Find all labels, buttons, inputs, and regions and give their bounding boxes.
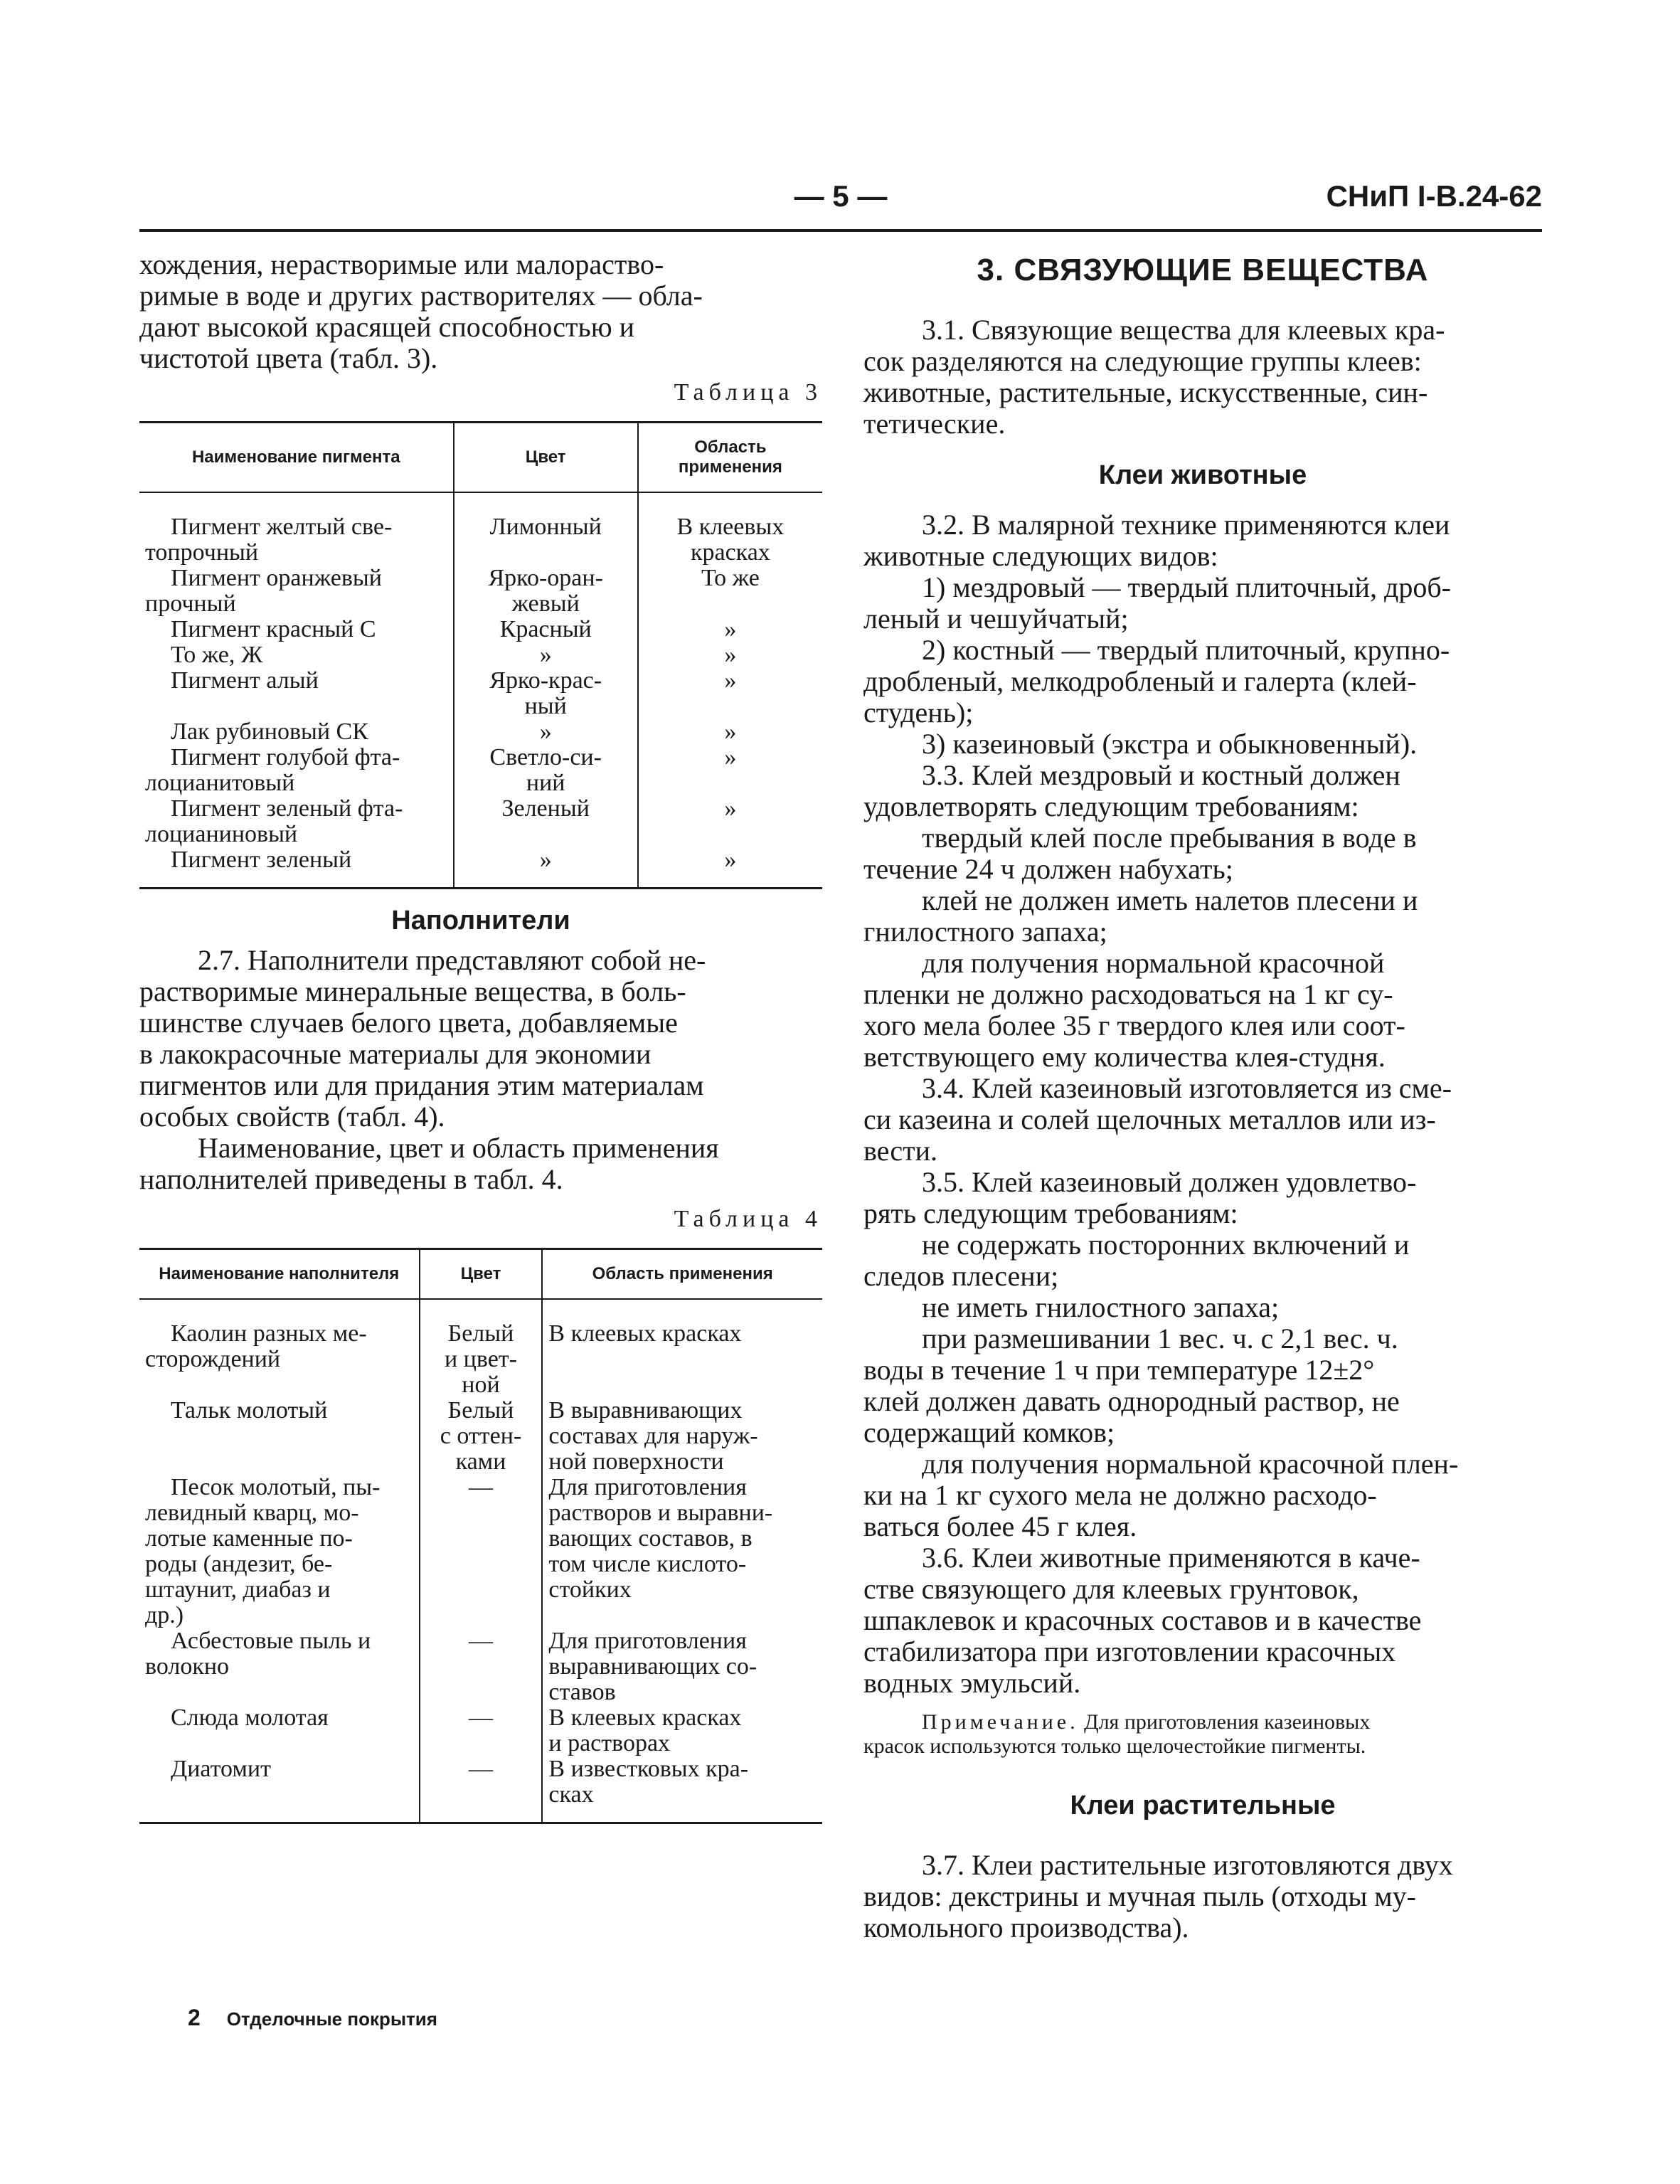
left-column	[139, 249, 822, 1824]
table4-row	[139, 1705, 822, 1756]
table4-row	[139, 1628, 822, 1705]
table4-cell-name: Песок молотый, пы- левидный кварц, мо- лотые каменные по- роды (андезит, бе- штаунит, диабаз и др.)	[145, 1474, 381, 1628]
note-label: Примечание.	[922, 1710, 1079, 1734]
table4-cell-name: Асбестовые пыль и волокно	[145, 1628, 371, 1680]
table3-cell-color: »	[454, 719, 638, 745]
requirement-2: клей не должен иметь налетов плесени и гнилостного запаха;	[863, 884, 1418, 948]
table4-cell-use: В выравнивающих составах для наруж- ной поверхности	[542, 1398, 822, 1475]
list-item-1: 1) мездровый — твердый плиточный, дроб- леный и чешуйчатый;	[863, 571, 1451, 635]
table3-cell-name: Пигмент алый	[171, 667, 319, 694]
table4-header-row	[139, 1249, 822, 1300]
table3-cell-color: Светло-си- ний	[454, 745, 638, 796]
table3-cell-name: Лак рубиновый СК	[171, 719, 368, 745]
table3-cell-color: Красный	[454, 617, 638, 642]
table3-cell-name: Пигмент зеленый фта- лоцианиновый	[145, 795, 403, 847]
footer-title: Отделочные покрытия	[226, 2008, 437, 2030]
list-item-3: 3) казеиновый (экстра и обыкновенный).	[922, 728, 1418, 760]
list-item-2: 2) костный — твердый плиточный, крупно- дробленый, мелкодробленый и галерта (клей- студень);	[863, 634, 1450, 728]
table3	[139, 421, 822, 889]
requirement-3: для получения нормальной красочной пленки не должно расходоваться на 1 кг су- хого мела более 35 г твердого клея или соот- ветствующего ему количества клея-студня.	[863, 947, 1405, 1073]
table4-cell-use: В клеевых красках и растворах	[542, 1705, 822, 1756]
table4-cell-color: —	[420, 1756, 543, 1823]
table3-cell-use: »	[638, 719, 822, 745]
table3-row	[139, 719, 822, 745]
paragraph-3-1: 3.1. Связующие вещества для клеевых кра- сок разделяются на следующие группы клеев: животные, растительные, искусственные, син- тетические.	[863, 314, 1445, 440]
requirement-7: для получения нормальной красочной плен- ки на 1 кг сухого мела не должно расходо- ваться более 45 г клея.	[863, 1448, 1459, 1542]
table3-row	[139, 796, 822, 847]
table4-cell-use: В известковых кра- сках	[542, 1756, 822, 1823]
document-code: СНиП I-В.24-62	[1326, 179, 1542, 213]
animal-glue-heading: Клеи животные	[1098, 460, 1307, 490]
table4-cell-name: Тальк молотый	[171, 1397, 328, 1424]
table3-header-name: Наименование пигмента	[139, 423, 454, 493]
signature-number: 2	[188, 2005, 201, 2030]
table3-cell-name: Пигмент красный С	[171, 616, 376, 642]
requirement-4: не содержать посторонних включений и следов плесени;	[863, 1229, 1410, 1292]
table4-header-name: Наименование наполнителя	[139, 1249, 420, 1300]
table3-row	[139, 847, 822, 889]
table3-row	[139, 492, 822, 566]
fillers-heading: Наполнители	[391, 906, 570, 935]
paragraph-3-4: 3.4. Клей казеиновый изготовляется из сме- си казеина и солей щелочных металлов или из- вести.	[863, 1072, 1452, 1167]
table3-cell-name: Пигмент желтый све- топрочный	[145, 514, 393, 566]
table3-cell-color: Ярко-оран- жевый	[454, 566, 638, 617]
table3-cell-use: »	[638, 745, 822, 796]
paragraph-3-5: 3.5. Клей казеиновый должен удовлетво- рять следующим требованиям:	[863, 1166, 1417, 1229]
table3-cell-use: »	[638, 668, 822, 719]
table4-cell-use: Для приготовления растворов и выравни- вающих составов, в том числе кислото- стойких	[542, 1475, 822, 1628]
table3-row	[139, 642, 822, 668]
table3-cell-use: »	[638, 847, 822, 889]
table4-cell-use: В клеевых красках	[542, 1299, 822, 1398]
paragraph-3-6: 3.6. Клеи животные применяются в каче- стве связующего для клеевых грунтовок, шпаклевок и красочных составов и в качестве стабилизатора при изготовлении красочных водных эмульсий.	[863, 1542, 1422, 1699]
table3-cell-color: Лимонный	[454, 492, 638, 566]
table4-cell-name: Слюда молотая	[171, 1705, 329, 1731]
table3-cell-use: »	[638, 642, 822, 668]
page-number: — 5 —	[794, 179, 888, 213]
section-heading: 3. СВЯЗУЮЩИЕ ВЕЩЕСТВА	[977, 253, 1429, 287]
table3-cell-name: Пигмент оранжевый прочный	[145, 565, 382, 617]
requirement-6: при размешивании 1 вес. ч. с 2,1 вес. ч. воды в течение 1 ч при температуре 12±2° клей должен давать однородный раствор, не содержащий комков;	[863, 1322, 1400, 1448]
table3-cell-color: »	[454, 642, 638, 668]
table3-cell-name: Пигмент зеленый	[171, 847, 352, 873]
table3-row	[139, 617, 822, 642]
table4	[139, 1248, 822, 1824]
table4-body	[139, 1299, 822, 1823]
paragraph-3-3: 3.3. Клей мездровый и костный должен удовлетворять следующим требованиям:	[863, 759, 1400, 822]
table3-cell-use: В клеевых красках	[638, 492, 822, 566]
table4-cell-color: —	[420, 1475, 543, 1628]
note	[863, 1710, 1542, 1759]
paragraph-names: Наименование, цвет и область применения наполнителей приведены в табл. 4.	[139, 1132, 719, 1195]
table3-header-row	[139, 423, 822, 493]
table3-cell-color: Ярко-крас- ный	[454, 668, 638, 719]
table3-header-color: Цвет	[454, 423, 638, 493]
table4-cell-use: Для приготовления выравнивающих со- ставов	[542, 1628, 822, 1705]
note-text: Для приготовления казеиновых красок используются только щелочестойкие пигменты.	[863, 1710, 1371, 1758]
table4-caption: Таблица 4	[674, 1206, 822, 1232]
intro-paragraph: хождения, нерастворимые или малораство- римые в воде и других растворителях — обла- дают высокой красящей способностью и чистотой цвета (табл. 3).	[139, 248, 703, 374]
table3-body	[139, 492, 822, 889]
table4-header-use: Область применения	[542, 1249, 822, 1300]
page-footer	[188, 2005, 437, 2031]
table3-row	[139, 745, 822, 796]
table4-cell-color: —	[420, 1628, 543, 1705]
table3-cell-name: То же, Ж	[171, 642, 263, 668]
table3-cell-use: »	[638, 617, 822, 642]
table4-cell-color: Белый и цвет- ной	[420, 1299, 543, 1398]
table4-row	[139, 1299, 822, 1398]
table4-header-color: Цвет	[420, 1249, 543, 1300]
table4-cell-name: Каолин разных ме- сторождений	[145, 1320, 367, 1372]
table4-cell-name: Диатомит	[171, 1756, 271, 1782]
table3-cell-color: »	[454, 847, 638, 889]
table3-row	[139, 566, 822, 617]
table4-row	[139, 1756, 822, 1823]
table4-cell-color: —	[420, 1705, 543, 1756]
table3-cell-use: »	[638, 796, 822, 847]
table4-row	[139, 1475, 822, 1628]
requirement-5: не иметь гнилостного запаха;	[922, 1291, 1280, 1323]
table3-row	[139, 668, 822, 719]
page-header	[139, 179, 1542, 230]
paragraph-3-7: 3.7. Клеи растительные изготовляются двух видов: декстрины и мучная пыль (отходы му- комольного производства).	[863, 1849, 1453, 1944]
right-column	[863, 249, 1542, 1944]
requirement-1: твердый клей после пребывания в воде в течение 24 ч должен набухать;	[863, 822, 1417, 885]
paragraph-2-7: 2.7. Наполнители представляют собой не- растворимые минеральные вещества, в боль- шинстве случаев белого цвета, добавляемые в лакокрасочные материалы для экономии пигментов или для придания этим материалам особых свойств (табл. 4).	[139, 944, 706, 1133]
table4-row	[139, 1398, 822, 1475]
table3-header-use: Область применения	[638, 423, 822, 493]
table4-cell-color: Белый с оттен- ками	[420, 1398, 543, 1475]
table3-caption: Таблица 3	[674, 379, 822, 405]
paragraph-3-2: 3.2. В малярной технике применяются клеи животные следующих видов:	[863, 509, 1450, 572]
table3-cell-name: Пигмент голубой фта- лоцианитовый	[145, 744, 400, 796]
plant-glue-heading: Клеи растительные	[1070, 1791, 1336, 1820]
table3-cell-use: То же	[638, 566, 822, 617]
header-rule	[139, 229, 1542, 232]
table3-cell-color: Зеленый	[454, 796, 638, 847]
